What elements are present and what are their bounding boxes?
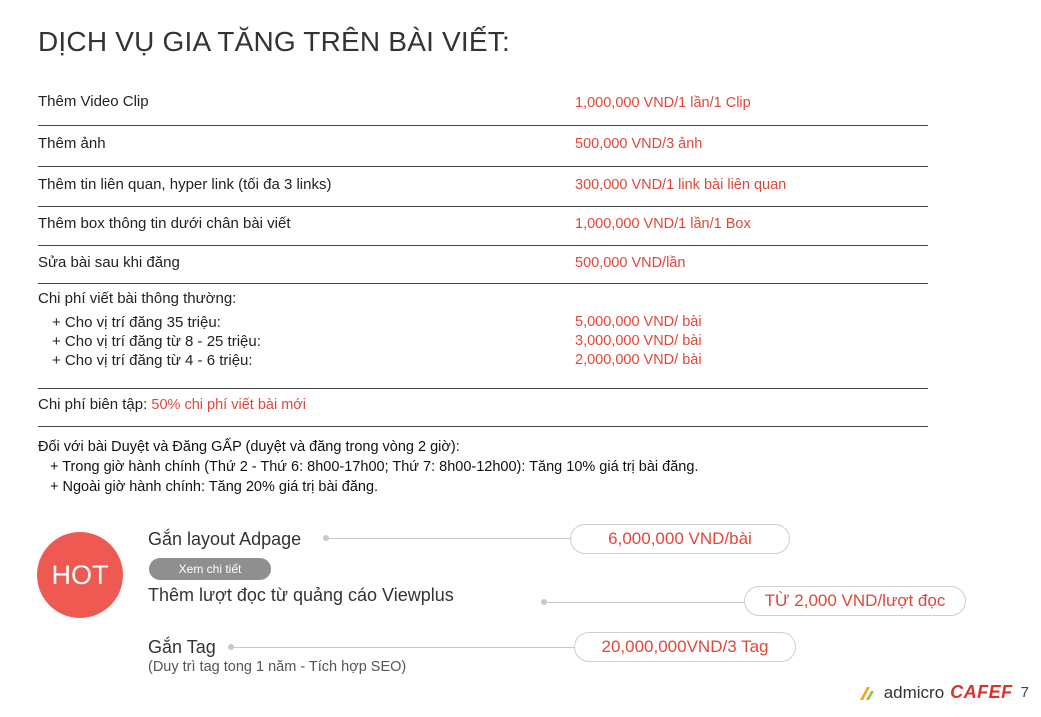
writing-cost-price: 3,000,000 VND/ bài bbox=[575, 333, 702, 349]
pricing-label: Thêm box thông tin dưới chân bài viết bbox=[38, 215, 291, 232]
urgent-heading: Đối với bài Duyệt và Đăng GẤP (duyệt và đăng trong vòng 2 giờ): bbox=[38, 439, 460, 455]
pricing-label: Thêm Video Clip bbox=[38, 93, 149, 110]
service-tag-name: Gắn Tag bbox=[148, 637, 216, 657]
pricing-label: Thêm ảnh bbox=[38, 135, 106, 152]
connector-line bbox=[326, 538, 572, 539]
writing-cost-price: 5,000,000 VND/ bài bbox=[575, 314, 702, 330]
service-viewplus-price: TỪ 2,000 VND/lượt đọc bbox=[744, 586, 966, 616]
pricing-row-links bbox=[38, 176, 928, 207]
service-viewplus-name: Thêm lượt đọc từ quảng cáo Viewplus bbox=[148, 585, 454, 605]
writing-cost-item: + Cho vị trí đăng 35 triệu: bbox=[52, 314, 221, 331]
writing-cost-item: + Cho vị trí đăng từ 4 - 6 triệu: bbox=[52, 352, 253, 369]
urgent-after-hours: + Ngoài giờ hành chính: Tăng 20% giá trị bài đăng. bbox=[50, 479, 379, 495]
pricing-label: Thêm tin liên quan, hyper link (tối đa 3 links) bbox=[38, 176, 332, 193]
editing-cost-value: 50% chi phí viết bài mới bbox=[151, 397, 307, 413]
pricing-price: 1,000,000 VND/1 lần/1 Clip bbox=[575, 95, 751, 111]
connector-line bbox=[544, 602, 746, 603]
pricing-row-edit-after-publish bbox=[38, 254, 928, 284]
urgent-office-hours: + Trong giờ hành chính (Thứ 2 - Thứ 6: 8h00-17h00; Thứ 7: 8h00-12h00): Tăng 10% giá trị bài đăng. bbox=[50, 459, 699, 475]
admicro-brand: admicro bbox=[883, 682, 945, 702]
editing-cost-text bbox=[38, 396, 306, 413]
pricing-row-video bbox=[38, 93, 928, 126]
pricing-price: 500,000 VND/3 ảnh bbox=[575, 136, 703, 152]
footer-branding bbox=[858, 682, 1029, 703]
page-number: 7 bbox=[1020, 684, 1029, 701]
pricing-label: Sửa bài sau khi đăng bbox=[38, 254, 180, 271]
page-title: DỊCH VỤ GIA TĂNG TRÊN BÀI VIẾT: bbox=[38, 26, 510, 57]
pricing-price: 1,000,000 VND/1 lần/1 Box bbox=[575, 216, 751, 232]
pricing-price: 300,000 VND/1 link bài liên quan bbox=[575, 177, 787, 193]
view-details-button[interactable]: Xem chi tiết bbox=[149, 558, 271, 580]
connector-line bbox=[231, 647, 576, 648]
editing-cost-label: Chi phí biên tập: bbox=[38, 396, 148, 413]
pricing-row-infobox bbox=[38, 215, 928, 246]
writing-cost-item: + Cho vị trí đăng từ 8 - 25 triệu: bbox=[52, 333, 261, 350]
admicro-logo-icon bbox=[858, 685, 878, 701]
service-adpage-name: Gắn layout Adpage bbox=[148, 529, 302, 549]
service-adpage-price: 6,000,000 VND/bài bbox=[570, 524, 790, 554]
editing-cost-row bbox=[38, 396, 928, 427]
cafef-logo: CAFEF bbox=[950, 682, 1013, 702]
service-tag-price: 20,000,000VND/3 Tag bbox=[574, 632, 796, 662]
service-tag-note: (Duy trì tag tong 1 năm - Tích hợp SEO) bbox=[148, 659, 407, 675]
pricing-row-image bbox=[38, 135, 928, 167]
writing-cost-price: 2,000,000 VND/ bài bbox=[575, 352, 702, 368]
hot-badge: HOT bbox=[37, 532, 123, 618]
writing-cost-label: Chi phí viết bài thông thường: bbox=[38, 290, 237, 307]
pricing-price: 500,000 VND/lần bbox=[575, 255, 686, 271]
